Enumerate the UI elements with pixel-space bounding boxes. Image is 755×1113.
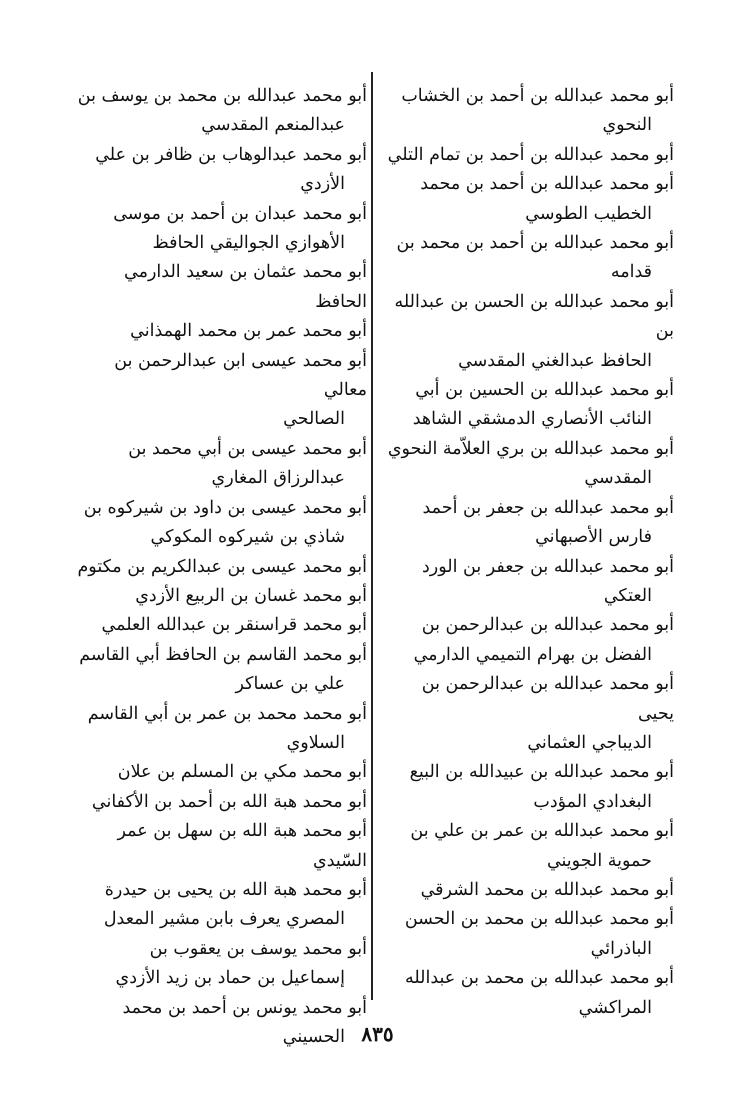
entry-line: أبو محمد عثمان بن سعيد الدارمي الحافظ <box>123 262 367 312</box>
index-entry <box>382 141 674 170</box>
entry-line: أبو محمد عبدالله بن عبدالرحمن بن يحيى <box>421 674 674 724</box>
index-entry <box>72 347 367 435</box>
index-entry <box>72 817 367 876</box>
entry-continuation-line: السلاوي <box>286 732 345 753</box>
right-column <box>382 82 674 1023</box>
index-entry <box>72 258 367 317</box>
entry-continuation-line: الحافظ عبدالغني المقدسي <box>458 350 652 371</box>
entry-continuation-line: المصري يعرف بابن مشير المعدل <box>103 909 345 930</box>
entry-continuation-line: الديباجي العثماني <box>527 732 652 753</box>
entry-line: أبو محمد عبدالله بن أحمد بن محمد بن <box>396 233 674 254</box>
entry-continuation-line: شاذي بن شيركوه المكوكي <box>150 527 345 548</box>
index-entry <box>382 376 674 435</box>
index-entry <box>382 229 674 288</box>
page-number: ٨٣٥ <box>361 1022 394 1046</box>
entry-line: أبو محمد محمد بن عمر بن أبي القاسم <box>87 703 367 724</box>
entry-line: أبو محمد هبة الله بن يحيى بن حيدرة <box>104 879 367 900</box>
index-entry <box>382 435 674 494</box>
entry-line: أبو محمد عبدالله بن بري العلاّمة النحوي <box>387 438 674 459</box>
index-entry <box>72 200 367 259</box>
index-entry <box>72 141 367 200</box>
entry-continuation-line: الصالحي <box>283 409 345 430</box>
entry-line: أبو محمد عبدان بن أحمد بن موسى <box>113 203 367 224</box>
index-entry <box>72 435 367 494</box>
entry-continuation-line: الأهوازي الجواليقي الحافظ <box>152 233 345 254</box>
entry-line: أبو محمد هبة الله بن سهل بن عمر السّيدي <box>117 821 367 871</box>
entry-continuation-line: عبدالرزاق المغاري <box>211 468 345 489</box>
index-entry <box>382 817 674 876</box>
entry-continuation-line: البغدادي المؤدب <box>533 791 652 812</box>
entry-continuation-line: المقدسي <box>584 468 652 489</box>
entry-line: أبو محمد عبدالله بن الحسن بن عبدالله بن <box>394 291 674 342</box>
index-entry <box>72 935 367 994</box>
entry-line: أبو محمد عبدالوهاب بن ظافر بن علي <box>95 144 367 165</box>
index-entry <box>72 582 367 611</box>
entry-continuation-line: الخطيب الطوسي <box>525 203 652 224</box>
index-entry <box>72 700 367 759</box>
entry-continuation-line: إسماعيل بن حماد بن زيد الأزدي <box>115 968 345 989</box>
index-entry <box>72 317 367 346</box>
entry-continuation-line: العتكي <box>603 585 652 606</box>
entry-continuation-line: النحوي <box>602 115 652 136</box>
entry-line: أبو محمد عبدالله بن أحمد بن الخشاب <box>401 86 674 106</box>
entry-line: أبو محمد عبدالله بن محمد بن يوسف بن <box>77 86 367 106</box>
entry-line: أبو محمد هبة الله بن أحمد بن الأكفاني <box>91 791 367 812</box>
index-entry <box>382 494 674 553</box>
entry-continuation-line: المراكشي <box>578 997 652 1018</box>
entry-line: أبو محمد مكي بن المسلم بن علان <box>117 762 367 783</box>
entry-continuation-line: الحسيني <box>282 1027 345 1047</box>
left-column <box>72 82 367 1052</box>
index-entry <box>382 758 674 817</box>
entry-line: أبو محمد القاسم بن الحافظ أبي القاسم <box>79 644 367 665</box>
entry-line: أبو محمد عبدالله بن أحمد بن تمام التلي <box>387 144 674 165</box>
entry-line: أبو محمد عبدالله بن الحسين بن أبي <box>415 380 674 401</box>
index-entry <box>72 641 367 700</box>
index-entry <box>382 876 674 905</box>
index-entry <box>72 876 367 935</box>
entry-continuation-line: النائب الأنصاري الدمشقي الشاهد <box>412 409 652 430</box>
entry-line: أبو محمد عبدالله بن عمر بن علي بن <box>410 821 674 842</box>
index-entry <box>382 170 674 229</box>
entry-line: أبو محمد عيسى بن عبدالكريم بن مكتوم <box>77 556 367 577</box>
index-entry <box>72 611 367 640</box>
entry-line: أبو محمد عبدالله بن أحمد بن محمد <box>420 174 674 195</box>
entry-line: أبو محمد عبدالله بن محمد بن عبدالله <box>404 968 674 989</box>
entry-continuation-line: الباذرائي <box>590 938 652 959</box>
index-entry <box>382 905 674 964</box>
entry-line: أبو محمد عبدالله بن محمد الشرقي <box>420 879 674 900</box>
entry-continuation-line: عبدالمنعم المقدسي <box>201 115 345 136</box>
index-entry <box>382 611 674 670</box>
entry-continuation-line: حموية الجويني <box>546 850 652 871</box>
entry-continuation-line: الأزدي <box>300 174 345 195</box>
entry-line: أبو محمد يونس بن أحمد بن محمد <box>122 997 367 1018</box>
index-entry <box>382 670 674 758</box>
index-entry <box>382 82 674 141</box>
entry-line: أبو محمد عبدالله بن عبيدالله بن البيع <box>409 762 674 783</box>
entry-line: أبو محمد عبدالله بن جعفر بن الورد <box>421 556 674 577</box>
entry-line: أبو محمد عبدالله بن عبدالرحمن بن <box>421 615 674 636</box>
index-entry <box>72 494 367 553</box>
index-entry <box>382 553 674 612</box>
index-entry <box>382 288 674 376</box>
index-entry <box>382 964 674 1023</box>
index-entry <box>72 758 367 787</box>
entry-line: أبو محمد غسان بن الربيع الأزدي <box>135 585 367 606</box>
index-entry <box>72 788 367 817</box>
entry-line: أبو محمد عيسى ابن عبدالرحمن بن معالي <box>114 350 367 401</box>
entry-continuation-line: فارس الأصبهاني <box>535 527 652 548</box>
entry-continuation-line: الفضل بن بهرام التميمي الدارمي <box>413 644 652 665</box>
entry-line: أبو محمد يوسف بن يعقوب بن <box>149 938 367 959</box>
column-divider <box>371 72 373 1000</box>
index-entry <box>72 553 367 582</box>
entry-line: أبو محمد قراسنقر بن عبدالله العلمي <box>101 615 367 636</box>
entry-continuation-line: قدامه <box>610 262 652 283</box>
entry-line: أبو محمد عمر بن محمد الهمذاني <box>130 321 367 342</box>
entry-continuation-line: علي بن عساكر <box>235 674 345 695</box>
entry-line: أبو محمد عبدالله بن جعفر بن أحمد <box>422 497 674 518</box>
index-entry <box>72 82 367 141</box>
entry-line: أبو محمد عيسى بن أبي محمد بن <box>128 438 367 459</box>
entry-line: أبو محمد عيسى بن داود بن شيركوه بن <box>83 497 367 518</box>
entry-line: أبو محمد عبدالله بن محمد بن الحسن <box>404 909 674 930</box>
